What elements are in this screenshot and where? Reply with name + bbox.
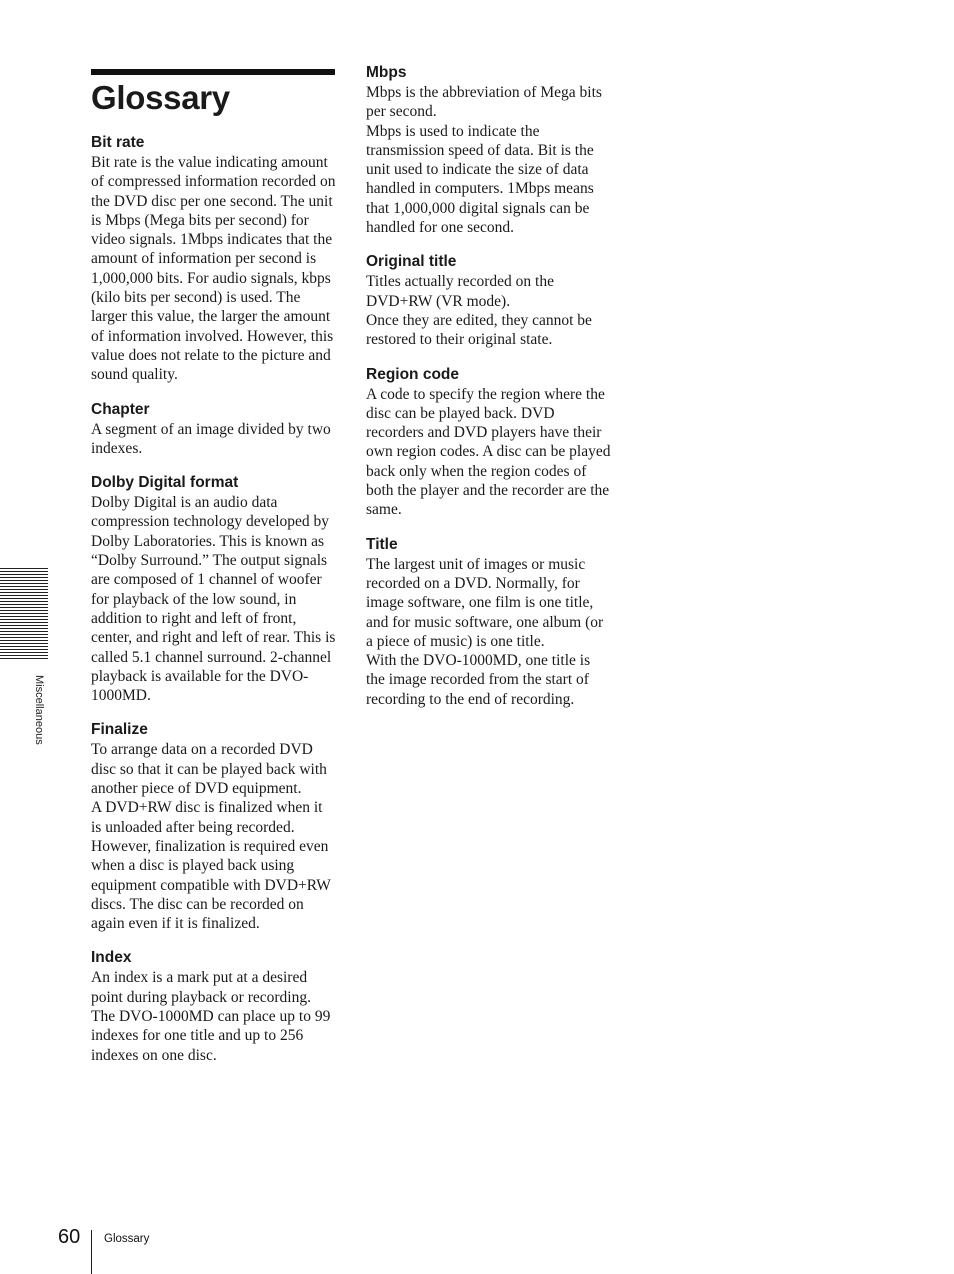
entry-definition: Dolby Digital is an audio data compression technology developed by Dolby Laboratories. This is known as “Dolby Surround.” The output signals are composed of 1 channel of woofer for playback of the low sound, in addition to right and left of front, center, and right and left of rear. This is called 5.1 channel surround. 2-channel playback is available for the DVO-1000MD. xyxy=(91,494,336,705)
entry-definition: A code to specify the region where the disc can be played back. DVD recorders and DVD players have their own region codes. A disc can be played back only when the region codes of both the player and the recorder are the same. xyxy=(366,385,611,519)
glossary-entry-index xyxy=(91,948,336,1064)
entry-term: Finalize xyxy=(91,721,148,739)
footer-divider xyxy=(91,1230,92,1274)
left-column xyxy=(91,133,336,1080)
entry-definition: Bit rate is the value indicating amount of compressed information recorded on the DVD disc per one second. The unit is Mbps (Mega bits per second) for video signals. 1Mbps indicates that the amount of information per second is 1,000,000 bits. For audio signals, kbps (kilo bits per second) is used. The larger this value, the larger the amount of information involved. However, this value does not relate to the picture and sound quality. xyxy=(91,154,336,384)
entry-definition: To arrange data on a recorded DVD disc so that it can be played back with another piece of DVD equipment. xyxy=(91,741,327,798)
entry-term: Dolby Digital format xyxy=(91,474,239,492)
glossary-entry-chapter xyxy=(91,400,336,459)
entry-term: Title xyxy=(366,535,398,553)
entry-definition: Titles actually recorded on the DVD+RW (VR mode). xyxy=(366,273,554,310)
section-tab-stripes xyxy=(0,568,48,660)
entry-term: Chapter xyxy=(91,400,150,418)
entry-definition: A DVD+RW disc is finalized when it is unloaded after being recorded. However, finalization is required even when a disc is played back using equipment compatible with DVD+RW discs. The disc can be recorded on again even if it is finalized. xyxy=(91,799,331,933)
entry-definition: Mbps is used to indicate the transmission speed of data. Bit is the unit used to indicate the size of data handled in computers. 1Mbps means that 1,000,000 digital signals can be handled for one second. xyxy=(366,122,594,237)
glossary-entry-region-code xyxy=(366,365,611,520)
entry-term: Region code xyxy=(366,365,460,383)
entry-definition: Mbps is the abbreviation of Mega bits per second. xyxy=(366,84,602,121)
entry-definition: Once they are edited, they cannot be restored to their original state. xyxy=(366,311,592,349)
entry-definition: With the DVO-1000MD, one title is the image recorded from the start of recording to the end of recording. xyxy=(366,652,591,708)
footer-section-label: Glossary xyxy=(104,1233,150,1245)
entry-term: Mbps xyxy=(366,64,407,81)
entry-definition: The largest unit of images or music recorded on a DVD. Normally, for image software, one film is one title, and for music software, one album (or a piece of music) is one title. xyxy=(366,555,604,650)
glossary-entry-dolby-digital-format xyxy=(91,473,336,705)
glossary-entry-bit-rate xyxy=(91,133,336,385)
entry-term: Bit rate xyxy=(91,134,145,151)
page-number: 60 xyxy=(58,1226,81,1248)
glossary-entry-title xyxy=(366,535,611,709)
entry-definition: A segment of an image divided by two indexes. xyxy=(91,420,331,457)
entry-term: Original title xyxy=(366,253,457,271)
title-rule xyxy=(91,69,335,75)
entry-term: Index xyxy=(91,949,132,967)
section-tab-label: Miscellaneous xyxy=(33,675,45,745)
glossary-entry-finalize xyxy=(91,720,336,933)
glossary-entry-original-title xyxy=(366,252,611,349)
page-title: Glossary xyxy=(91,79,230,116)
entry-definition: An index is a mark put at a desired point during playback or recording. The DVO-1000MD can place up to 99 indexes for one title and up to 256 indexes on one disc. xyxy=(91,969,331,1064)
right-column xyxy=(366,63,611,724)
glossary-entry-mbps xyxy=(366,63,611,237)
